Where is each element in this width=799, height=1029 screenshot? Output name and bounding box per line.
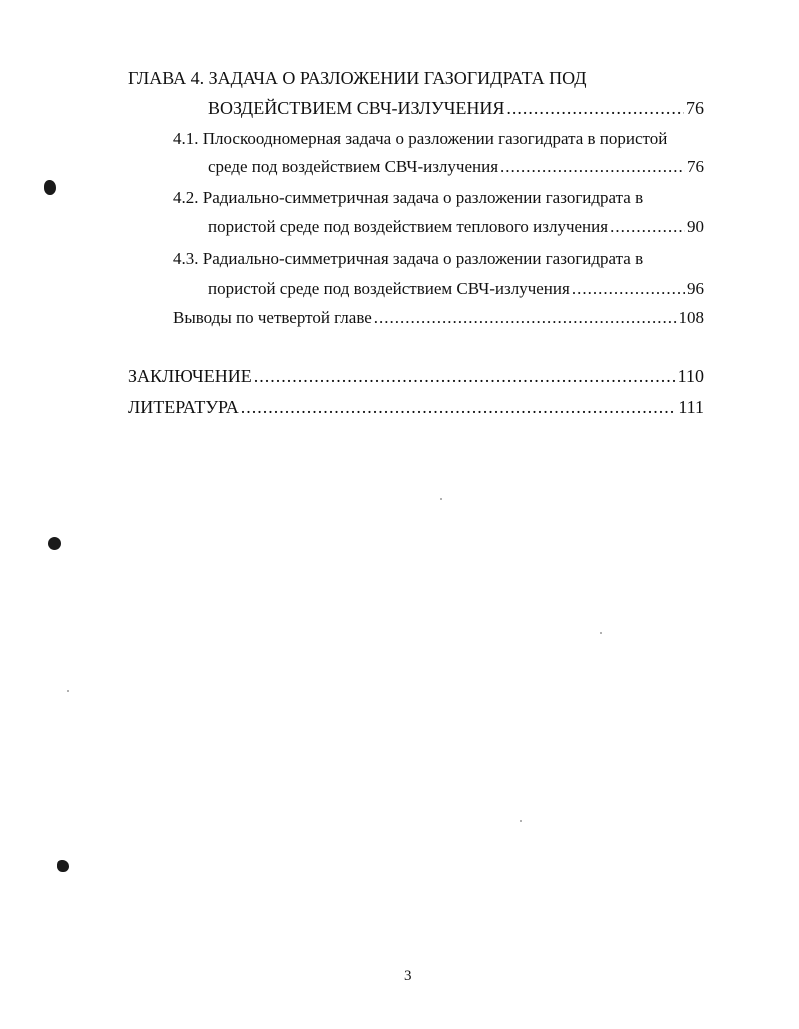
- section-4-3-page: 96: [687, 279, 704, 298]
- toc-entry-4-1: [208, 157, 704, 177]
- scan-speck: [440, 498, 442, 500]
- chapter-4-title-line2: ВОЗДЕЙСТВИЕМ СВЧ-ИЗЛУЧЕНИЯ: [208, 98, 505, 118]
- scan-speck: [600, 632, 602, 634]
- conclusion-label: ЗАКЛЮЧЕНИЕ: [128, 366, 252, 386]
- leader-dots: [610, 217, 685, 237]
- leader-dots: [254, 366, 676, 386]
- toc-entry-4-2: [208, 217, 704, 237]
- chapter-4-title-line1: ГЛАВА 4. ЗАДАЧА О РАЗЛОЖЕНИИ ГАЗОГИДРАТА ПОД: [128, 68, 587, 88]
- section-4-1-title-line2: среде под воздействием СВЧ-излучения: [208, 157, 499, 176]
- scan-speck: [520, 820, 522, 822]
- section-4-3-title-line2: пористой среде под воздействием СВЧ-излучения: [208, 279, 570, 298]
- toc-entry-literature: [128, 397, 704, 417]
- toc-entry-chapter-4: [208, 98, 704, 118]
- toc-entry-4-1-line1: [173, 129, 703, 149]
- toc-entry-4-3-line1: [173, 249, 703, 269]
- section-4-2-title-line1: 4.2. Радиально-симметричная задача о разложении газогидрата в: [173, 188, 644, 207]
- literature-page: 111: [678, 397, 704, 417]
- leader-dots: [572, 279, 685, 299]
- leader-dots: [374, 308, 677, 328]
- section-4-2-page: 90: [687, 217, 704, 236]
- chapter-4-title: [128, 68, 708, 88]
- toc-entry-conclusions-chapter-4: [173, 308, 704, 328]
- page-number: 3: [404, 968, 412, 984]
- punch-hole-mark: [44, 180, 56, 195]
- conclusion-page: 110: [677, 366, 704, 386]
- section-4-1-title-line1: 4.1. Плоскоодномерная задача о разложении газогидрата в пористой: [173, 129, 668, 148]
- leader-dots: [500, 157, 685, 177]
- conclusions-chapter-4-label: Выводы по четвертой главе: [173, 308, 372, 327]
- literature-label: ЛИТЕРАТУРА: [128, 397, 239, 417]
- scan-speck: [67, 690, 69, 692]
- conclusions-chapter-4-page: 108: [678, 308, 704, 327]
- section-4-3-title-line1: 4.3. Радиально-симметричная задача о разложении газогидрата в: [173, 249, 644, 268]
- section-4-1-page: 76: [687, 157, 704, 176]
- leader-dots: [241, 397, 677, 417]
- toc-entry-4-2-line1: [173, 188, 703, 208]
- section-4-2-title-line2: пористой среде под воздействием теплового излучения: [208, 217, 609, 236]
- toc-entry-conclusion: [128, 366, 704, 386]
- toc-entry-4-3: [208, 279, 704, 299]
- chapter-4-page: 76: [686, 98, 704, 118]
- leader-dots: [506, 98, 684, 118]
- punch-hole-mark: [57, 860, 69, 872]
- punch-hole-mark: [48, 537, 61, 550]
